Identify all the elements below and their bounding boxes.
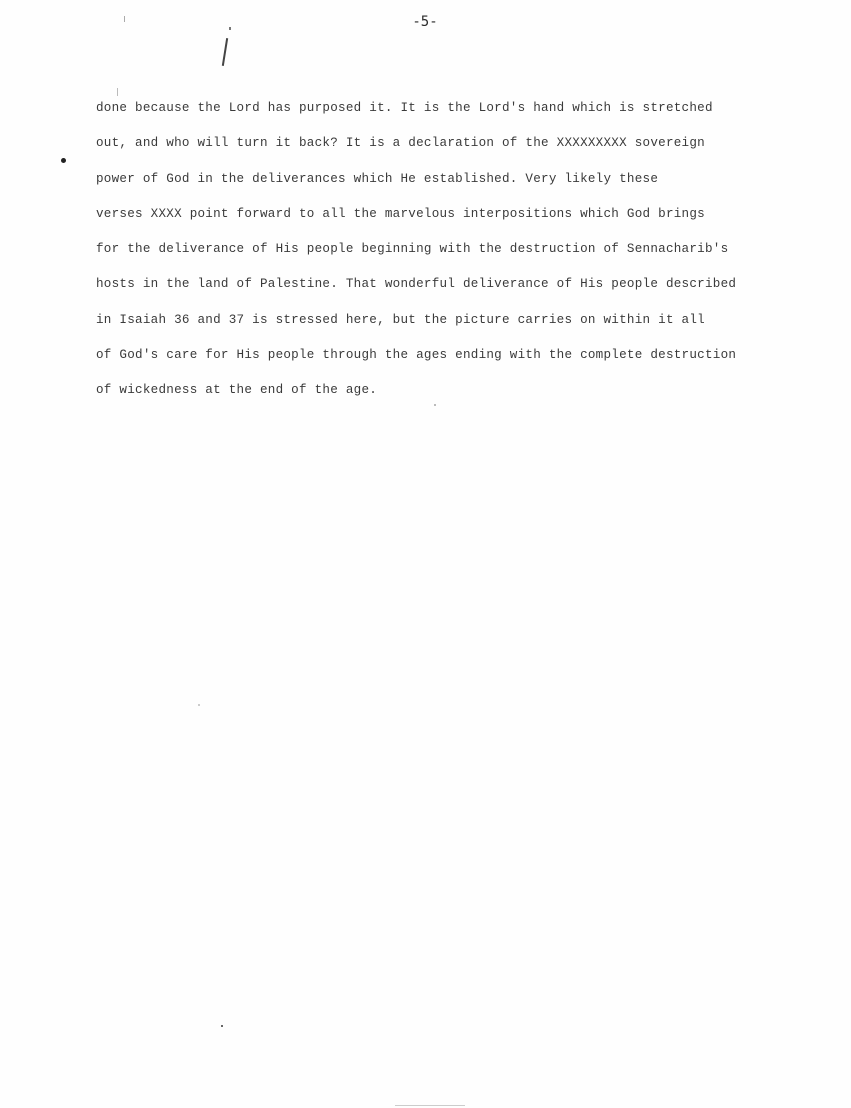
scan-edge — [395, 1105, 465, 1106]
scan-speck — [117, 88, 118, 96]
text-line: out, and who will turn it back? It is a declaration of the XXXXXXXXX sovereign — [96, 136, 705, 151]
margin-dot — [61, 158, 66, 163]
typed-paragraph — [96, 97, 816, 415]
scan-speck — [221, 1025, 223, 1027]
scan-speck — [198, 704, 200, 706]
scan-speck — [124, 16, 125, 22]
text-line: in Isaiah 36 and 37 is stressed here, but the picture carries on within it all — [96, 312, 705, 327]
pencil-mark — [222, 38, 228, 66]
text-line: of God's care for His people through the ages ending with the complete destruction — [96, 348, 737, 363]
scan-speck — [229, 27, 231, 30]
text-line: for the deliverance of His people beginning with the destruction of Sennacharib's — [96, 242, 729, 257]
text-line: hosts in the land of Palestine. That wonderful deliverance of His people described — [96, 277, 737, 292]
text-line: verses XXXX point forward to all the marvelous interpositions which God brings — [96, 206, 705, 221]
text-line: done because the Lord has purposed it. It is the Lord's hand which is stretched — [96, 101, 713, 115]
text-line: power of God in the deliverances which He established. Very likely these — [96, 171, 659, 186]
text-line: of wickedness at the end of the age. — [96, 383, 378, 398]
page-number: -5- — [412, 14, 438, 30]
